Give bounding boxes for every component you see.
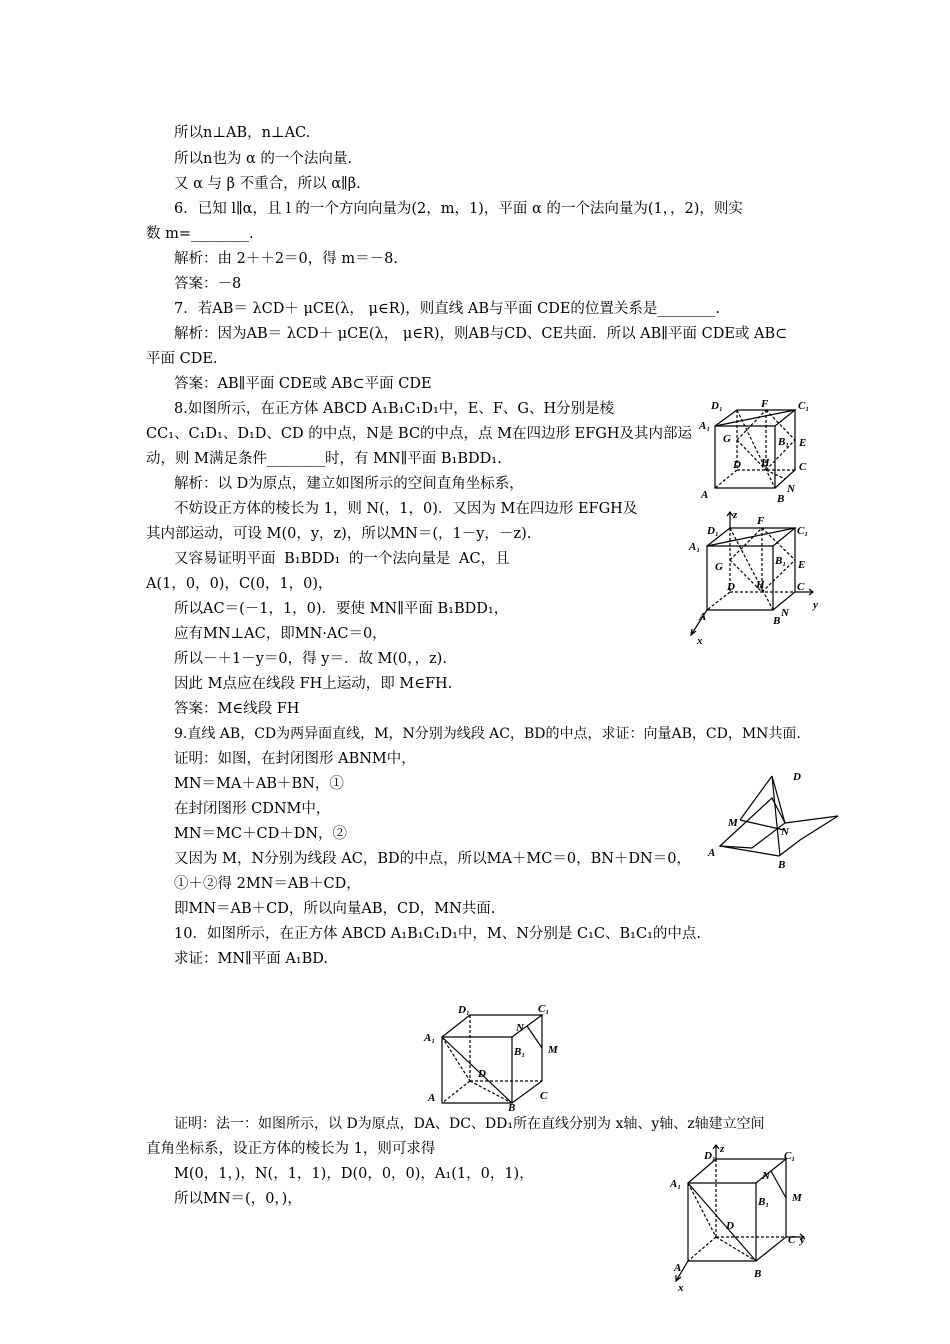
figure-label: B [754, 1268, 762, 1280]
text-line: 所以MN＝(，0，)， [174, 1191, 302, 1207]
text-line: 动，则 M满足条件________时，有 MN∥平面 B₁BDD₁. [146, 451, 502, 467]
figure-label: N [762, 1170, 770, 1182]
text-line: 又因为 M，N分别为线段 AC，BD的中点，所以MA＋MC＝0，BN＋DN＝0， [174, 851, 691, 867]
figure-label: C [540, 1090, 548, 1102]
figure-label: B [508, 1102, 516, 1111]
figure-label: C [797, 581, 805, 593]
figure-label: B [778, 859, 786, 871]
skew-lines-figure [700, 768, 850, 873]
figure-label: A [708, 847, 716, 859]
text-line: 应有MN⊥AC，即MN·AC＝0， [174, 626, 387, 642]
text-line: CC₁、C₁D₁、D₁D、CD 的中点，N是 BC的中点，点 M在四边形 EFGH及其内部运 [146, 426, 692, 442]
figure-label: B [777, 493, 785, 505]
text-line: 所以n⊥AB，n⊥AC. [174, 125, 311, 141]
figure-label: A [699, 611, 707, 623]
figure-label: A₁ [424, 1032, 436, 1044]
figure-label: B [773, 615, 781, 627]
text-line: 所以n也为 α 的一个法向量. [174, 151, 352, 167]
text-line: 又容易证明平面 B₁BDD₁ 的一个法向量是 AC，且 [174, 551, 510, 567]
figure-label: N [781, 607, 789, 619]
text-line: 其内部运动，可设 M(0，y，z)，所以MN＝(，1－y，－z). [146, 526, 532, 542]
figure-label: F [761, 398, 769, 410]
text-line: 不妨设正方体的棱长为 1，则 N(，1，0)．又因为 M在四边形 EFGH及 [174, 501, 638, 517]
text-line: 数 m=________. [146, 226, 254, 242]
figure-label: y [813, 599, 818, 611]
figure-label: x [697, 635, 703, 647]
text-line: 又 α 与 β 不重合，所以 α∥β. [174, 176, 361, 192]
cube-figure-3 [420, 1003, 570, 1111]
figure-label: z [720, 1143, 725, 1155]
text-line: 8.如图所示，在正方体 ABCD A₁B₁C₁D₁中，E、F、G、H分别是棱 [174, 401, 615, 417]
text-line: 解析：以 D为原点，建立如图所示的空间直角坐标系， [174, 476, 524, 492]
text-line: 答案：M∈线段 FH [174, 701, 300, 717]
figure-label: D₁ [458, 1004, 470, 1016]
figure-label: A [428, 1092, 436, 1104]
text-line: 9.直线 AB，CD为两异面直线，M，N分别为线段 AC，BD的中点，求证：向量AB，CD，MN共面. [174, 726, 801, 742]
figure-label: B₁ [778, 436, 790, 448]
figure-label: F [757, 515, 765, 527]
text-line: M(0，1，)，N(，1，1)，D(0，0，0)，A₁(1，0，1)， [174, 1166, 534, 1182]
text-line: 即MN＝AB＋CD，所以向量AB，CD，MN共面. [174, 901, 496, 917]
figure-label: G [723, 433, 731, 445]
figure-label: D [478, 1068, 486, 1080]
figure-label: A [674, 1262, 682, 1274]
figure-label: H [761, 457, 770, 469]
text-line: 因此 M点应在线段 FH上运动，即 M∈FH. [174, 676, 453, 692]
figure-label: D [793, 771, 801, 783]
figure-label: C₁ [798, 400, 810, 412]
text-line: A(1，0，0)，C(0，1，0)， [146, 576, 333, 592]
figure-label: M [792, 1192, 802, 1204]
text-line: MN＝MA＋AB＋BN，① [174, 776, 344, 792]
figure-label: G [715, 561, 723, 573]
text-line: 在封闭图形 CDNM中， [174, 801, 331, 817]
figure-label: E [799, 437, 807, 449]
text-line: 证明：法一：如图所示，以 D为原点，DA、DC、DD₁所在直线分别为 x轴、y轴、z轴建立空间 [174, 1116, 765, 1132]
figure-label: x [678, 1282, 684, 1293]
figure-label: N [516, 1022, 524, 1034]
text-line: 求证：MN∥平面 A₁BD. [174, 951, 328, 967]
figure-label: C [788, 1234, 796, 1246]
text-line: 直角坐标系，设正方体的棱长为 1，则可求得 [146, 1141, 436, 1157]
figure-label: M [728, 817, 738, 829]
cube-figure-1 [695, 398, 820, 506]
figure-label: B₁ [758, 1196, 770, 1208]
figure-label: C₁ [784, 1150, 796, 1162]
text-line: MN＝MC＋CD＋DN，② [174, 826, 348, 842]
figure-label: D [726, 1220, 734, 1232]
text-line: 证明：如图，在封闭图形 ABNM中， [174, 751, 416, 767]
figure-label: C₁ [538, 1003, 550, 1015]
figure-label: E [798, 559, 806, 571]
text-line: ①＋②得 2MN＝AB＋CD， [174, 876, 361, 892]
figure-label: H [756, 579, 765, 591]
figure-label: N [787, 483, 795, 495]
text-line: 答案：－8 [174, 276, 242, 292]
figure-label: M [548, 1044, 558, 1056]
text-line: 平面 CDE. [146, 351, 218, 367]
text-line: 解析：因为AB＝ λCD＋ μCE(λ， μ∈R)，则AB与CD、CE共面．所以 AB∥平面 CDE或 AB⊂ [174, 326, 788, 342]
text-line: 解析：由 2＋＋2＝0，得 m＝－8. [174, 251, 398, 267]
figure-label: D₁ [711, 400, 723, 412]
figure-label: C [799, 461, 807, 473]
cube-figure-2 [685, 510, 825, 650]
text-line: 6．已知 l∥α，且 l 的一个方向向量为(2，m，1)，平面 α 的一个法向量为(1，，2)，则实 [174, 201, 743, 217]
text-line: 10．如图所示，在正方体 ABCD A₁B₁C₁D₁中，M、N分别是 C₁C、B₁C₁的中点. [174, 926, 702, 942]
figure-label: A₁ [689, 541, 701, 553]
text-line: 答案：AB∥平面 CDE或 AB⊂平面 CDE [174, 376, 432, 392]
figure-label: A [701, 489, 709, 501]
text-line: 7．若AB＝ λCD＋ μCE(λ， μ∈R)，则直线 AB与平面 CDE的位置关系是________. [174, 301, 721, 317]
figure-label: A₁ [699, 420, 711, 432]
figure-label: y [800, 1234, 805, 1246]
figure-label: C₁ [797, 525, 809, 537]
figure-label: D₁ [707, 525, 719, 537]
figure-label: D₁ [704, 1150, 716, 1162]
figure-label: D [733, 459, 741, 471]
figure-label: N [781, 826, 789, 838]
text-line: 所以－＋1－y＝0，得 y＝．故 M(0，，z). [174, 651, 447, 667]
text-line: 所以AC＝(－1，1，0)．要使 MN∥平面 B₁BDD₁， [174, 601, 509, 617]
figure-label: B₁ [514, 1046, 526, 1058]
figure-label: D [727, 581, 735, 593]
cube-figure-4 [670, 1143, 820, 1293]
figure-label: A₁ [670, 1178, 682, 1190]
figure-label: z [733, 510, 738, 521]
figure-label: B₁ [775, 555, 787, 567]
